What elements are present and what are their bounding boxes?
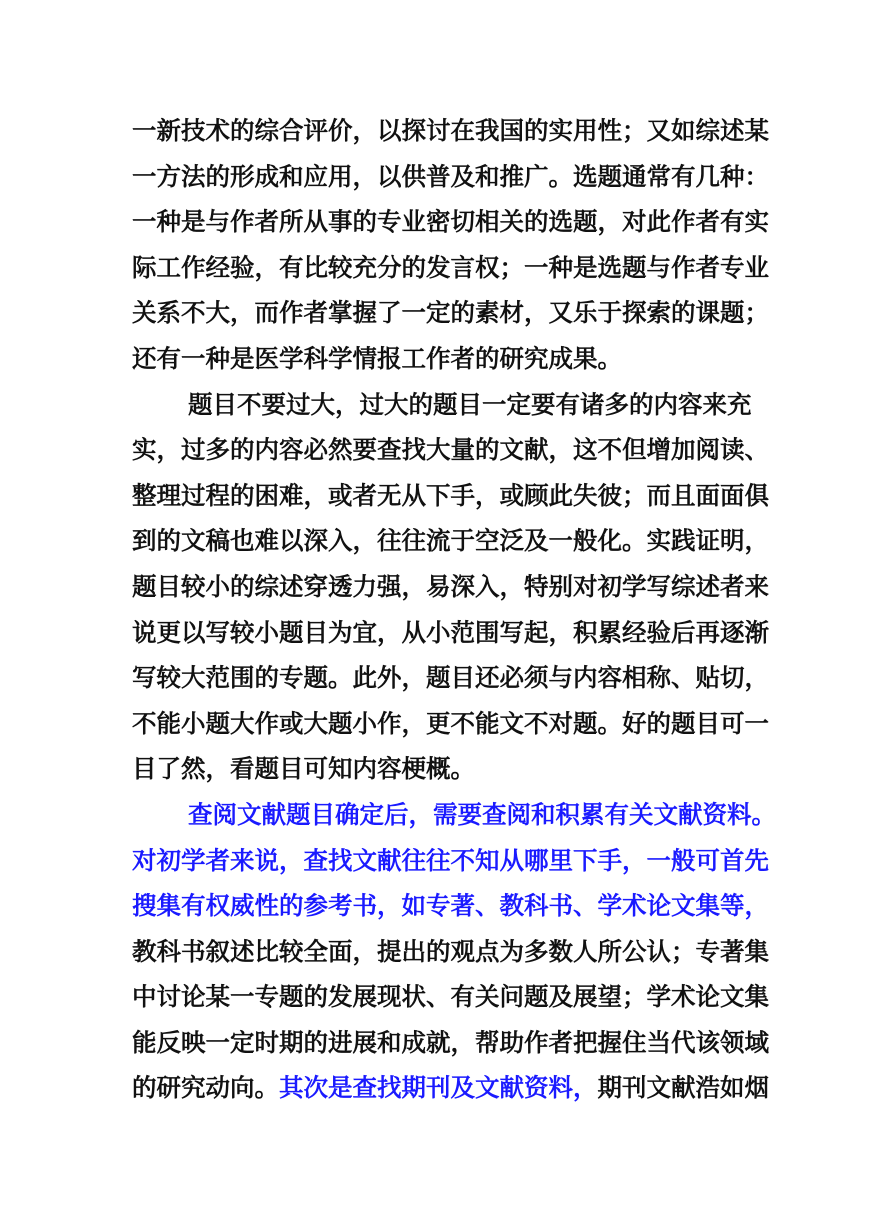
text-segment: 不能小题大作或大题小作，更不能文不对题。好的题目可一: [132, 708, 769, 738]
text-line: [132, 610, 769, 656]
text-segment-highlight: 其次是查找期刊及文献资料，: [279, 1073, 598, 1103]
text-line: [132, 655, 769, 701]
text-segment: 教科书叙述比较全面，提出的观点为多数人所公认；专著集: [132, 936, 769, 966]
text-line: [132, 746, 742, 792]
text-segment: 的研究动向。: [132, 1073, 279, 1103]
text-segment: 说更以写较小题目为宜，从小范围写起，积累经验后再逐渐: [132, 617, 769, 647]
body-text: [132, 108, 776, 1111]
text-line: [132, 427, 769, 473]
text-line: [132, 290, 769, 336]
text-line: [132, 245, 769, 291]
text-line: [132, 701, 769, 747]
text-segment: 题目较小的综述穿透力强，易深入，特别对初学写综述者来: [132, 571, 769, 601]
text-segment: 实，过多的内容必然要查找大量的文献，这不但增加阅读、: [132, 435, 769, 465]
text-line: [132, 974, 769, 1020]
text-segment: 对初学者来说，查找文献往往不知从哪里下手，一般可首先: [132, 845, 769, 875]
text-segment: 一种是与作者所从事的专业密切相关的选题，对此作者有实: [132, 207, 769, 237]
text-segment: 搜集有权威性的参考书，如专著、教科书、学术论文集等，: [132, 891, 769, 921]
text-segment: 期刊文献浩如烟: [597, 1073, 769, 1103]
text-segment: 一新技术的综合评价，以探讨在我国的实用性；又如综述某: [132, 116, 769, 145]
text-line: [132, 1065, 769, 1111]
text-segment: 一方法的形成和应用，以供普及和推广。选题通常有几种：: [132, 161, 769, 191]
text-segment: 关系不大，而作者掌握了一定的素材，又乐于探索的课题；: [132, 298, 769, 328]
text-line: [132, 336, 742, 382]
text-segment: 还有一种是医学科学情报工作者的研究成果。: [132, 343, 622, 373]
text-line: [132, 564, 769, 610]
text-line: [132, 154, 769, 200]
text-line: [132, 108, 769, 154]
text-line: [132, 199, 769, 245]
text-segment: 查阅文献题目确定后，需要查阅和积累有关文献资料。: [188, 799, 776, 829]
text-segment: 目了然，看题目可知内容梗概。: [132, 754, 475, 784]
text-line: [132, 473, 769, 519]
text-line: [132, 838, 769, 884]
text-segment: 题目不要过大，过大的题目一定要有诸多的内容来充: [188, 389, 752, 419]
text-segment: 到的文稿也难以深入，往往流于空泛及一般化。实践证明，: [132, 526, 769, 556]
text-segment: 中讨论某一专题的发展现状、有关问题及展望；学术论文集: [132, 982, 769, 1012]
text-segment: 写较大范围的专题。此外，题目还必须与内容相称、贴切，: [132, 663, 769, 693]
text-line: [132, 883, 769, 929]
text-segment: 能反映一定时期的进展和成就，帮助作者把握住当代该领域: [132, 1027, 769, 1057]
text-line: [132, 518, 769, 564]
text-line: [132, 382, 752, 428]
text-line: [132, 792, 776, 838]
text-line: [132, 1020, 769, 1066]
text-segment: 整理过程的困难，或者无从下手，或顾此失彼；而且面面俱: [132, 480, 769, 510]
text-line: [132, 929, 769, 975]
text-segment: 际工作经验，有比较充分的发言权；一种是选题与作者专业: [132, 252, 769, 282]
